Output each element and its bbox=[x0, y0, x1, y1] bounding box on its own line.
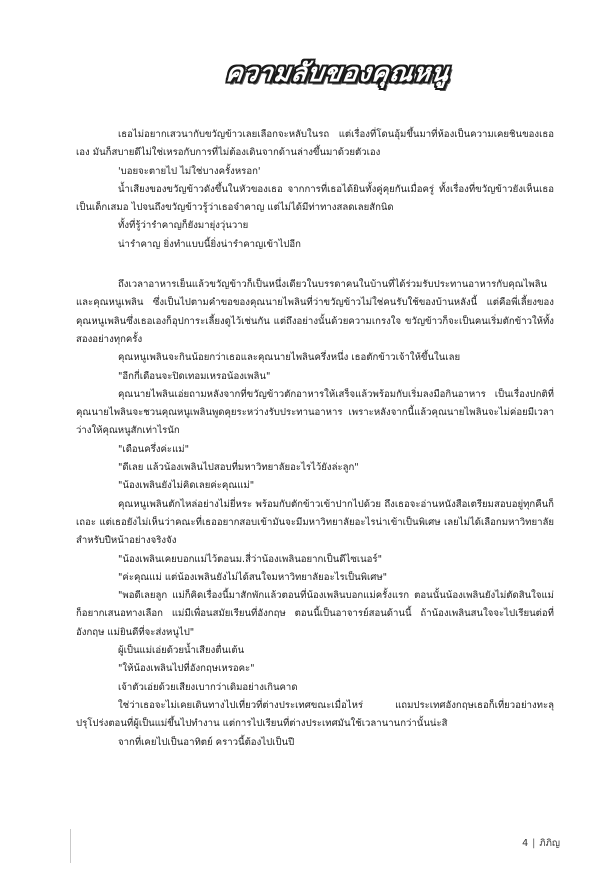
paragraph: "ให้น้องเพลินไปที่อังกฤษเหรอคะ" bbox=[118, 663, 255, 675]
document-body bbox=[76, 126, 554, 752]
paragraph: ทั้งที่รู้ว่ารำคาญก็ยังมายุ่งวุ่นวาย bbox=[118, 220, 249, 232]
paragraph: จากที่เคยไปเป็นอาทิตย์ คราวนี้ต้องไปเป็นปี bbox=[118, 736, 295, 748]
page-footer bbox=[522, 836, 560, 851]
paragraph: เจ้าตัวเอ่ยด้วยเสียงเบากว่าเดิมอย่างเกินคาด bbox=[118, 681, 298, 693]
paragraph: น้ำเสียงของขวัญข้าวดังขึ้นในหัวของเธอ จากการที่เธอได้ยินทั้งคู่คุยกันเมื่อครู่ ทั้งเรื่องที่ขวัญข้าวยังเห็นเธอเป็นเด็กเสมอ ไปจนถึงขวัญข้าวรู้ว่าเธอจำคาญ แต่ไม่ได้มีท่าทางสลดเลยสักนิด bbox=[76, 183, 554, 214]
paragraph: "น้องเพลินยังไม่คิดเลยค่ะคุณแม่" bbox=[118, 480, 255, 492]
paragraph: "ดีเลย แล้วน้องเพลินไปสอบที่มหาวิทยาลัยอะไรไว้ยังล่ะลูก" bbox=[118, 462, 359, 474]
paragraph: น่ารำคาญ ยิ่งทำแบบนี้ยิ่งน่ารำคาญเข้าไปอีก bbox=[118, 238, 301, 250]
paragraph: "พอดีเลยลูก แม่ก็คิดเรื่องนี้มาสักพักแล้วตอนที่น้องเพลินบอกแม่ครั้งแรก ตอนนั้นน้องเพลินยังไม่ตัดสินใจแม่ก็อยากเสนอทางเลือก แม่มีเพื่อนสมัยเรียนที่อังกฤษ ตอนนี้เป็นอาจารย์สอนด้านนี้ ถ้าน้องเพลินสนใจจะไปเรียนต่อที่อังกฤษ แม่ยินดีที่จะส่งหนูไป" bbox=[76, 590, 554, 638]
author-name: ภิภิญ bbox=[539, 838, 560, 849]
paragraph: ถึงเวลาอาหารเย็นแล้วขวัญข้าวก็เป็นหนึ่งเดียวในบรรดาคนในบ้านที่ได้ร่วมรับประทานอาหารกับคุณไพลินและคุณหนูเพลิน ซึ่งเป็นไปตามคำขอของคุณนายไพลินที่ว่าขวัญข้าวไม่ใช่คนรับใช้ของบ้านหลังนี้ แต่คือพี่เลี้ยงของคุณหนูเพลินซึ่งเธอเองก็อุปการะเลี้ยงดูไว้เช่นกัน แต่ถึงอย่างนั้นด้วยความเกรงใจ ขวัญข้าวก็จะเป็นคนเริ่มตักข้าวให้ทั้งสองอย่างทุกครั้ง bbox=[76, 279, 554, 345]
document-title: ความลับของคุณหนู bbox=[224, 58, 452, 87]
paragraph: "อีกกี่เดือนจะปิดเทอมเหรอน้องเพลิน" bbox=[118, 370, 271, 382]
paragraph: เธอไม่อยากเสวนากับขวัญข้าวเลยเลือกจะหลับในรถ แต่เรื่องที่โดนอุ้มขึ้นมาที่ห้องเป็นความเคยชินของเธอเอง มันก็สบายดีไม่ใช่เหรอกับการที่ไม่ต้องเดินจากด้านล่างขึ้นมาด้วยตัวเอง bbox=[76, 129, 554, 159]
paragraph: คุณหนูเพลินจะกินน้อยกว่าเธอและคุณนายไพลินครึ่งหนึ่ง เธอตักข้าวเจ้าให้ขึ้นในเลย bbox=[118, 352, 461, 364]
page-number: 4 bbox=[522, 838, 529, 849]
paragraph: "ค่ะคุณแม่ แต่น้องเพลินยังไม่ได้สนใจมหาวิทยาลัยอะไรเป็นพิเศษ" bbox=[118, 571, 388, 583]
margin-rule bbox=[70, 829, 71, 863]
footer-separator: | bbox=[532, 838, 536, 849]
paragraph: "เดือนครึ่งค่ะแม่" bbox=[118, 443, 189, 455]
paragraph: "น้องเพลินเคยบอกแม่ไว้ตอนม.สี่ว่าน้องเพลินอยากเป็นดีไซเนอร์" bbox=[118, 553, 382, 565]
paragraph: ใช่ว่าเธอจะไม่เคยเดินทางไปเที่ยวที่ต่างประเทศขณะเมื่อไหร่ แถมประเทศอังกฤษเธอก็เที่ยวอย่างทะลุปรุโปร่งตอนที่ผู้เป็นแม่ขึ้นไปทำงาน แต่การไปเรียนที่ต่างประเทศมันใช้เวลานานกว่านั้นน่ะสิ bbox=[76, 699, 554, 730]
section-break bbox=[76, 254, 554, 276]
paragraph: ผู้เป็นแม่เอ่ยด้วยน้ำเสียงตื่นเต้น bbox=[118, 645, 245, 657]
paragraph: คุณหนูเพลินตักไหล่อย่างไม่ยี่หระ พร้อมกับตักข้าวเข้าปากไปด้วย ถึงเธอจะอ่านหนังสือเตรียมสอบอยู่ทุกคืนก็เถอะ แต่เธอยังไม่เห็นว่าคณะที่เธออยากสอบเข้ามันจะมีมหาวิทยาลัยอะไรน่าเข้าเป็นพิเศษ เลยไม่ได้เลือกมหาวิทยาลัยสำหรับปีหน้าอย่างจริงจัง bbox=[76, 498, 554, 547]
paragraph: 'บอยจะตายไป ไม่ใช่บางครั้งหรอก' bbox=[118, 165, 261, 177]
paragraph: คุณนายไพลินเอ่ยถามหลังจากที่ขวัญข้าวตักอาหารให้เสร็จแล้วพร้อมกับเริ่มลงมือกินอาหาร เป็นเรื่องปกติที่คุณนายไพลินจะชวนคุณหนูเพลินพูดคุยระหว่างรับประทานอาหาร เพราะหลังจากนี้แล้วคุณนายไพลินจะไม่ค่อยมีเวลาว่างให้คุณหนูสักเท่าไรนัก bbox=[76, 388, 554, 437]
